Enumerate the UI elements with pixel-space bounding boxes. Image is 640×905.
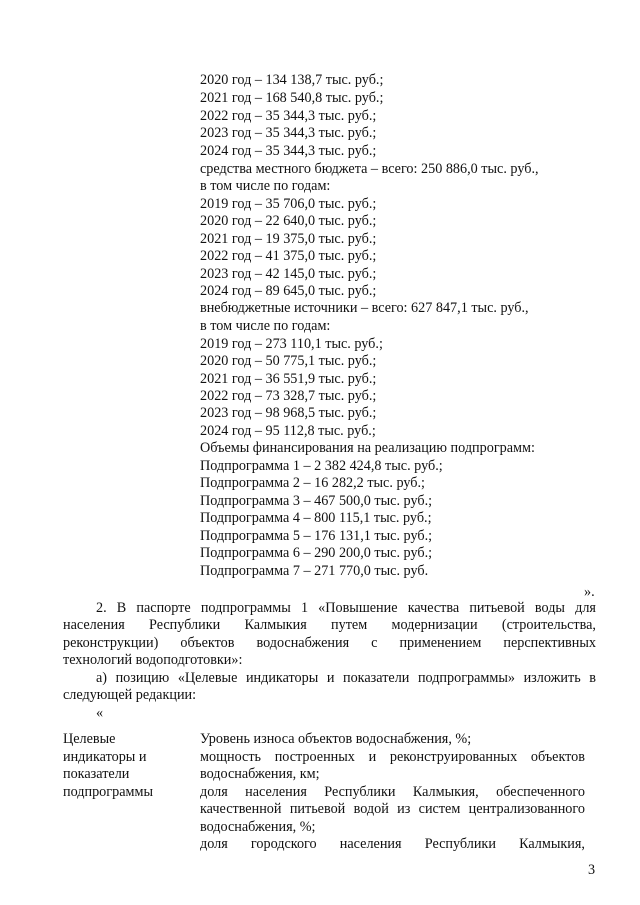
subprogram-line: Подпрограмма 4 – 800 115,1 тыс. руб.; <box>200 510 432 526</box>
subprogram-line: Подпрограмма 2 – 16 282,2 тыс. руб.; <box>200 475 425 491</box>
table-label: индикаторы и <box>63 749 147 765</box>
table-value: доля городского населения Республики Калмыкия, <box>200 836 585 852</box>
subprogram-line: Подпрограмма 7 – 271 770,0 тыс. руб. <box>200 563 429 579</box>
by-years-label: в том числе по годам: <box>200 178 331 194</box>
table-label: Целевые <box>63 731 116 747</box>
subprogram-line: Подпрограмма 1 – 2 382 424,8 тыс. руб.; <box>200 458 443 474</box>
financing-line: 2023 год – 42 145,0 тыс. руб.; <box>200 266 377 282</box>
financing-line: 2021 год – 36 551,9 тыс. руб.; <box>200 371 377 387</box>
table-value: Уровень износа объектов водоснабжения, %; <box>200 731 472 747</box>
financing-line: 2024 год – 95 112,8 тыс. руб.; <box>200 423 376 439</box>
by-years-label: в том числе по годам: <box>200 318 331 334</box>
closing-quote: ». <box>584 584 595 600</box>
financing-line: 2023 год – 35 344,3 тыс. руб.; <box>200 125 377 141</box>
paragraph-line: технологий водоподготовки»: <box>63 652 243 668</box>
item-a-line: а) позицию «Целевые индикаторы и показатели подпрограммы» изложить в <box>96 670 596 686</box>
financing-line: 2024 год – 89 645,0 тыс. руб.; <box>200 283 377 299</box>
financing-line: 2022 год – 35 344,3 тыс. руб.; <box>200 108 377 124</box>
item-a-line: следующей редакции: <box>63 687 197 703</box>
subprogram-line: Подпрограмма 5 – 176 131,1 тыс. руб.; <box>200 528 433 544</box>
financing-line: 2021 год – 19 375,0 тыс. руб.; <box>200 231 377 247</box>
financing-line: 2019 год – 273 110,1 тыс. руб.; <box>200 336 383 352</box>
subprogram-line: Подпрограмма 6 – 290 200,0 тыс. руб.; <box>200 545 433 561</box>
financing-line: 2019 год – 35 706,0 тыс. руб.; <box>200 196 377 212</box>
table-label: показатели <box>63 766 130 782</box>
extrabudget-total: внебюджетные источники – всего: 627 847,1 тыс. руб., <box>200 300 529 316</box>
open-quote: « <box>96 705 104 721</box>
paragraph-line: 2. В паспорте подпрограммы 1 «Повышение качества питьевой воды для <box>96 600 596 616</box>
table-value: водоснабжения, %; <box>200 819 316 835</box>
subprograms-label: Объемы финансирования на реализацию подпрограмм: <box>200 440 535 456</box>
financing-line: 2021 год – 168 540,8 тыс. руб.; <box>200 90 384 106</box>
local-budget-total: средства местного бюджета – всего: 250 886,0 тыс. руб., <box>200 161 539 177</box>
financing-line: 2023 год – 98 968,5 тыс. руб.; <box>200 405 377 421</box>
page-number: 3 <box>588 862 596 878</box>
table-value: доля населения Республики Калмыкия, обеспеченного <box>200 784 585 800</box>
table-value: мощность построенных и реконструированных объектов <box>200 749 585 765</box>
financing-line: 2022 год – 73 328,7 тыс. руб.; <box>200 388 377 404</box>
financing-line: 2020 год – 22 640,0 тыс. руб.; <box>200 213 377 229</box>
financing-line: 2020 год – 134 138,7 тыс. руб.; <box>200 72 384 88</box>
table-value: качественной питьевой водой из систем централизованного <box>200 801 585 817</box>
subprogram-line: Подпрограмма 3 – 467 500,0 тыс. руб.; <box>200 493 433 509</box>
financing-line: 2020 год – 50 775,1 тыс. руб.; <box>200 353 377 369</box>
financing-line: 2022 год – 41 375,0 тыс. руб.; <box>200 248 377 264</box>
table-value: водоснабжения, км; <box>200 766 320 782</box>
table-label: подпрограммы <box>63 784 153 800</box>
paragraph-line: реконструкции) объектов водоснабжения с применением перспективных <box>63 635 596 651</box>
paragraph-line: населения Республики Калмыкия путем модернизации (строительства, <box>63 617 596 633</box>
financing-line: 2024 год – 35 344,3 тыс. руб.; <box>200 143 377 159</box>
